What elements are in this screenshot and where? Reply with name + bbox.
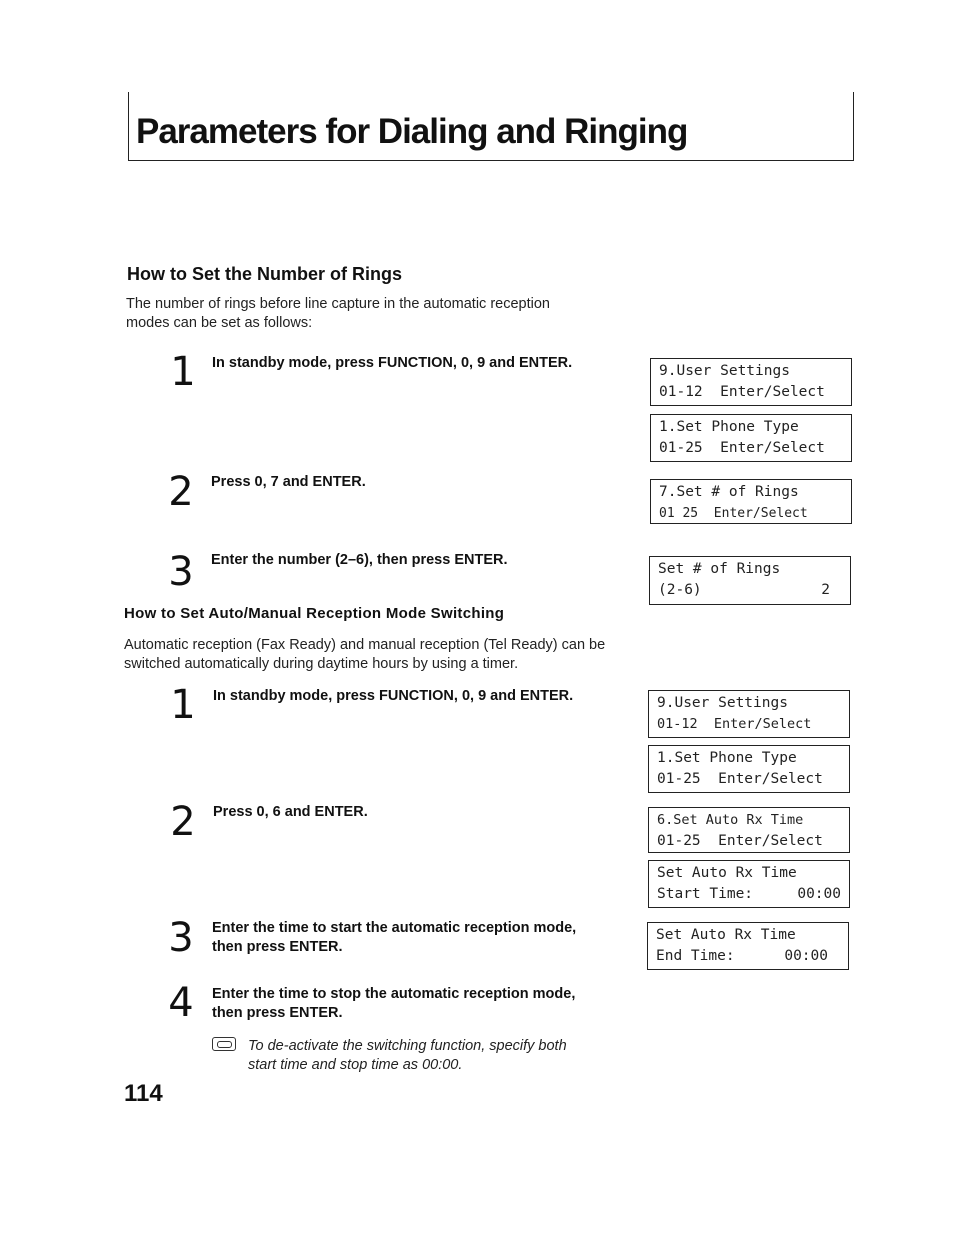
lcd-line-2-value: 00:00 bbox=[784, 948, 828, 964]
section1-step-2-number: 2 bbox=[168, 469, 194, 515]
lcd-line-2: 01 25 Enter/Select bbox=[659, 506, 808, 521]
lcd-line-1: 1.Set Phone Type bbox=[657, 750, 797, 766]
lcd-line-2: 01-25 Enter/Select bbox=[657, 833, 823, 849]
title-frame-right bbox=[853, 92, 854, 160]
lcd-display bbox=[648, 807, 850, 853]
lcd-display bbox=[650, 479, 852, 524]
section2-step-3-text: Enter the time to start the automatic reception mode, then press ENTER. bbox=[212, 920, 577, 955]
lcd-line-2: 01-12 Enter/Select bbox=[659, 384, 825, 400]
lcd-line-1: 7.Set # of Rings bbox=[659, 484, 799, 500]
section2-step-2-text: Press 0, 6 and ENTER. bbox=[213, 804, 368, 820]
lcd-line-1: 9.User Settings bbox=[657, 695, 788, 711]
section1-step-2-text: Press 0, 7 and ENTER. bbox=[211, 474, 366, 490]
lcd-line-2: 01-25 Enter/Select bbox=[657, 771, 823, 787]
lcd-line-1: Set Auto Rx Time bbox=[657, 865, 797, 881]
section2-heading: How to Set Auto/Manual Reception Mode Switching bbox=[124, 605, 505, 622]
lcd-display bbox=[650, 358, 852, 406]
section2-intro: Automatic reception (Fax Ready) and manual reception (Tel Ready) can be switched automatically during daytime hours by using a timer. bbox=[124, 637, 606, 672]
lcd-line-2: Start Time: bbox=[657, 886, 754, 902]
title-frame-left bbox=[128, 92, 129, 160]
lcd-line-1: 1.Set Phone Type bbox=[659, 419, 799, 435]
lcd-line-1: 9.User Settings bbox=[659, 363, 790, 379]
lcd-display bbox=[648, 860, 850, 908]
section2-step-3-number: 3 bbox=[168, 915, 194, 961]
lcd-display bbox=[649, 556, 851, 605]
section1-step-3-number: 3 bbox=[168, 549, 194, 595]
section2-step-4-text: Enter the time to stop the automatic reception mode, then press ENTER. bbox=[212, 986, 576, 1021]
section1-heading: How to Set the Number of Rings bbox=[127, 264, 403, 284]
section2-step-1-number: 1 bbox=[170, 682, 196, 728]
lcd-display bbox=[648, 745, 850, 793]
lcd-line-1: Set Auto Rx Time bbox=[656, 927, 796, 943]
section2-step-2-number: 2 bbox=[170, 799, 196, 845]
section1-step-3-text: Enter the number (2–6), then press ENTER. bbox=[211, 552, 508, 568]
lcd-line-2-value: 00:00 bbox=[797, 886, 841, 902]
page-title: Parameters for Dialing and Ringing bbox=[136, 112, 688, 151]
note-icon bbox=[212, 1037, 236, 1051]
note-text: To de-activate the switching function, specify both start time and stop time as 00:00. bbox=[248, 1038, 567, 1073]
lcd-line-2: 01-25 Enter/Select bbox=[659, 440, 825, 456]
section2-step-4-number: 4 bbox=[168, 980, 194, 1026]
lcd-display bbox=[648, 690, 850, 738]
lcd-display bbox=[650, 414, 852, 462]
section1-step-1-text: In standby mode, press FUNCTION, 0, 9 and ENTER. bbox=[212, 355, 573, 371]
lcd-line-2: End Time: bbox=[656, 948, 735, 964]
page-number: 114 bbox=[124, 1080, 163, 1107]
lcd-line-2: 01-12 Enter/Select bbox=[657, 716, 812, 732]
lcd-line-2-value: 2 bbox=[821, 582, 830, 598]
section1-step-1-number: 1 bbox=[170, 349, 196, 395]
section1-intro: The number of rings before line capture in the automatic reception modes can be set as follows: bbox=[126, 296, 550, 331]
title-underline bbox=[128, 160, 854, 161]
lcd-line-1: Set # of Rings bbox=[658, 561, 781, 577]
lcd-display bbox=[647, 922, 849, 970]
lcd-line-2: (2-6) bbox=[658, 582, 702, 598]
section2-step-1-text: In standby mode, press FUNCTION, 0, 9 and ENTER. bbox=[213, 688, 574, 704]
lcd-line-1: 6.Set Auto Rx Time bbox=[657, 812, 804, 828]
